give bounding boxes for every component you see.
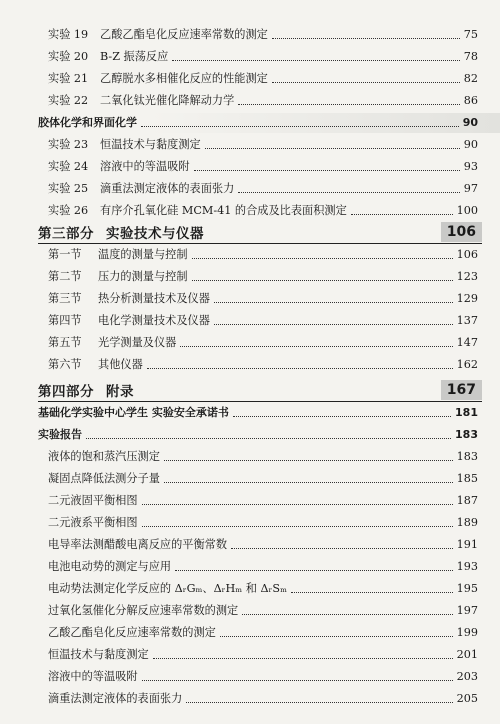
leader-dots [147, 367, 453, 369]
entry-title: 溶液中的等温吸附 [100, 160, 190, 173]
part-page-badge: 167 [441, 380, 482, 400]
entry-title: 乙酸乙酯皂化反应速率常数的测定 [48, 626, 216, 639]
part-heading[interactable] [38, 221, 482, 244]
entry-title: 二元液固平衡相图 [48, 494, 138, 507]
toc-entry[interactable] [0, 535, 500, 555]
leader-dots [220, 635, 453, 637]
section-heading-page: 181 [455, 406, 478, 419]
part-title: 附录 [106, 384, 134, 400]
entry-page: 129 [456, 292, 478, 305]
leader-dots [175, 569, 453, 571]
entry-page: 82 [463, 72, 478, 85]
section-heading-title: 基础化学实验中心学生 实验安全承诺书 [38, 406, 229, 419]
leader-dots [272, 37, 460, 39]
entry-page: 75 [463, 28, 478, 41]
leader-dots [231, 547, 453, 549]
leader-dots [291, 591, 453, 593]
section-heading-title: 胶体化学和界面化学 [38, 116, 137, 129]
entry-number: 实验 20 [48, 50, 89, 63]
part-heading[interactable] [38, 379, 482, 402]
entry-title: 二氧化钛光催化降解动力学 [100, 94, 235, 107]
leader-dots [238, 191, 459, 193]
toc-entry[interactable] [0, 157, 500, 177]
leader-dots [238, 103, 459, 105]
leader-dots [142, 503, 453, 505]
leader-dots [180, 345, 452, 347]
entry-page: 93 [463, 160, 478, 173]
section-heading[interactable] [0, 425, 500, 445]
leader-dots [141, 125, 459, 127]
toc-entry[interactable] [0, 245, 500, 265]
part-label-group [38, 380, 134, 400]
section-heading-page: 183 [455, 428, 478, 441]
toc-entry[interactable] [0, 91, 500, 111]
entry-page: 97 [463, 182, 478, 195]
entry-page: 191 [456, 538, 478, 551]
section-heading-title: 实验报告 [38, 428, 82, 441]
entry-title: 热分析测量技术及仪器 [98, 292, 210, 305]
entry-page: 137 [456, 314, 478, 327]
toc-entry[interactable] [0, 623, 500, 643]
entry-title: 电化学测量技术及仪器 [98, 314, 210, 327]
entry-page: 195 [456, 582, 478, 595]
leader-dots [351, 213, 453, 215]
toc-entry[interactable] [0, 47, 500, 67]
entry-page: 189 [456, 516, 478, 529]
entry-title: 电池电动势的测定与应用 [48, 560, 172, 573]
entry-title: 滴重法测定液体的表面张力 [100, 182, 235, 195]
entry-title: 二元液系平衡相图 [48, 516, 138, 529]
leader-dots [153, 657, 453, 659]
toc-entry[interactable] [0, 69, 500, 89]
part-label-group [38, 222, 204, 242]
entry-title: 电动势法测定化学反应的 ΔᵣGₘ、ΔᵣHₘ 和 ΔᵣSₘ [48, 582, 287, 595]
entry-page: 86 [463, 94, 478, 107]
entry-number: 第一节 [48, 248, 82, 261]
entry-title: 乙酸乙酯皂化反应速率常数的测定 [100, 28, 268, 41]
entry-number: 实验 19 [48, 28, 89, 41]
entry-number: 第六节 [48, 358, 82, 371]
toc-entry[interactable] [0, 513, 500, 533]
toc-entry[interactable] [0, 491, 500, 511]
toc-entry[interactable] [0, 201, 500, 221]
toc-entry[interactable] [0, 645, 500, 665]
leader-dots [233, 415, 451, 417]
entry-title: 其他仪器 [98, 358, 143, 371]
entry-title: 恒温技术与黏度测定 [100, 138, 201, 151]
toc-entry[interactable] [0, 469, 500, 489]
entry-number: 第五节 [48, 336, 82, 349]
entry-page: 147 [456, 336, 478, 349]
leader-dots [142, 679, 453, 681]
entry-title: 滴重法测定液体的表面张力 [48, 692, 183, 705]
leader-dots [186, 701, 452, 703]
entry-page: 185 [456, 472, 478, 485]
entry-page: 78 [463, 50, 478, 63]
entry-page: 197 [456, 604, 478, 617]
toc-entry[interactable] [0, 289, 500, 309]
entry-number: 实验 26 [48, 204, 89, 217]
entry-title: 光学测量及仪器 [98, 336, 177, 349]
entry-title: 过氧化氢催化分解反应速率常数的测定 [48, 604, 239, 617]
toc-entry[interactable] [0, 667, 500, 687]
entry-title: B-Z 振荡反应 [100, 50, 169, 63]
entry-page: 106 [456, 248, 478, 261]
entry-title: 压力的测量与控制 [98, 270, 188, 283]
leader-dots [205, 147, 460, 149]
entry-page: 193 [456, 560, 478, 573]
entry-page: 123 [456, 270, 478, 283]
entry-number: 实验 21 [48, 72, 89, 85]
entry-number: 实验 24 [48, 160, 89, 173]
toc-entry[interactable] [0, 333, 500, 353]
section-heading[interactable] [0, 403, 500, 423]
entry-title: 温度的测量与控制 [98, 248, 188, 261]
entry-title: 凝固点降低法测分子量 [48, 472, 160, 485]
entry-number: 第三节 [48, 292, 82, 305]
section-heading-page: 90 [462, 116, 478, 129]
entry-number: 实验 22 [48, 94, 89, 107]
toc-entry[interactable] [0, 601, 500, 621]
leader-dots [214, 323, 453, 325]
entry-title: 乙醇脱水多相催化反应的性能测定 [100, 72, 268, 85]
toc-entry[interactable] [0, 179, 500, 199]
entry-page: 100 [456, 204, 478, 217]
toc-entry[interactable] [0, 267, 500, 287]
leader-dots [194, 169, 460, 171]
entry-number: 第二节 [48, 270, 82, 283]
section-heading[interactable] [0, 113, 500, 133]
part-label: 第三部分 [38, 226, 94, 242]
part-page-badge: 106 [441, 222, 482, 242]
toc-entry[interactable] [0, 355, 500, 375]
leader-dots [214, 301, 453, 303]
leader-dots [192, 257, 453, 259]
entry-title: 溶液中的等温吸附 [48, 670, 138, 683]
toc-entry[interactable] [0, 689, 500, 709]
part-label: 第四部分 [38, 384, 94, 400]
entry-page: 187 [456, 494, 478, 507]
entry-title: 有序介孔氧化硅 MCM-41 的合成及比表面积测定 [100, 204, 347, 217]
leader-dots [242, 613, 452, 615]
entry-number: 实验 23 [48, 138, 89, 151]
entry-page: 183 [456, 450, 478, 463]
leader-dots [172, 59, 459, 61]
entry-number: 实验 25 [48, 182, 89, 195]
entry-title: 电导率法测醋酸电离反应的平衡常数 [48, 538, 228, 551]
leader-dots [86, 437, 451, 439]
toc-entry[interactable] [0, 25, 500, 45]
entry-page: 162 [456, 358, 478, 371]
leader-dots [142, 525, 453, 527]
toc-entry[interactable] [0, 579, 500, 599]
entry-page: 201 [456, 648, 478, 661]
entry-page: 90 [463, 138, 478, 151]
entry-title: 恒温技术与黏度测定 [48, 648, 149, 661]
entry-page: 199 [456, 626, 478, 639]
leader-dots [192, 279, 453, 281]
leader-dots [164, 459, 453, 461]
entry-page: 203 [456, 670, 478, 683]
part-title: 实验技术与仪器 [106, 226, 204, 242]
entry-number: 第四节 [48, 314, 82, 327]
toc-entry[interactable] [0, 557, 500, 577]
toc-entry[interactable] [0, 311, 500, 331]
toc-entry[interactable] [0, 447, 500, 467]
leader-dots [272, 81, 460, 83]
toc-entry[interactable] [0, 135, 500, 155]
leader-dots [164, 481, 453, 483]
entry-title: 液体的饱和蒸汽压测定 [48, 450, 160, 463]
entry-page: 205 [456, 692, 478, 705]
